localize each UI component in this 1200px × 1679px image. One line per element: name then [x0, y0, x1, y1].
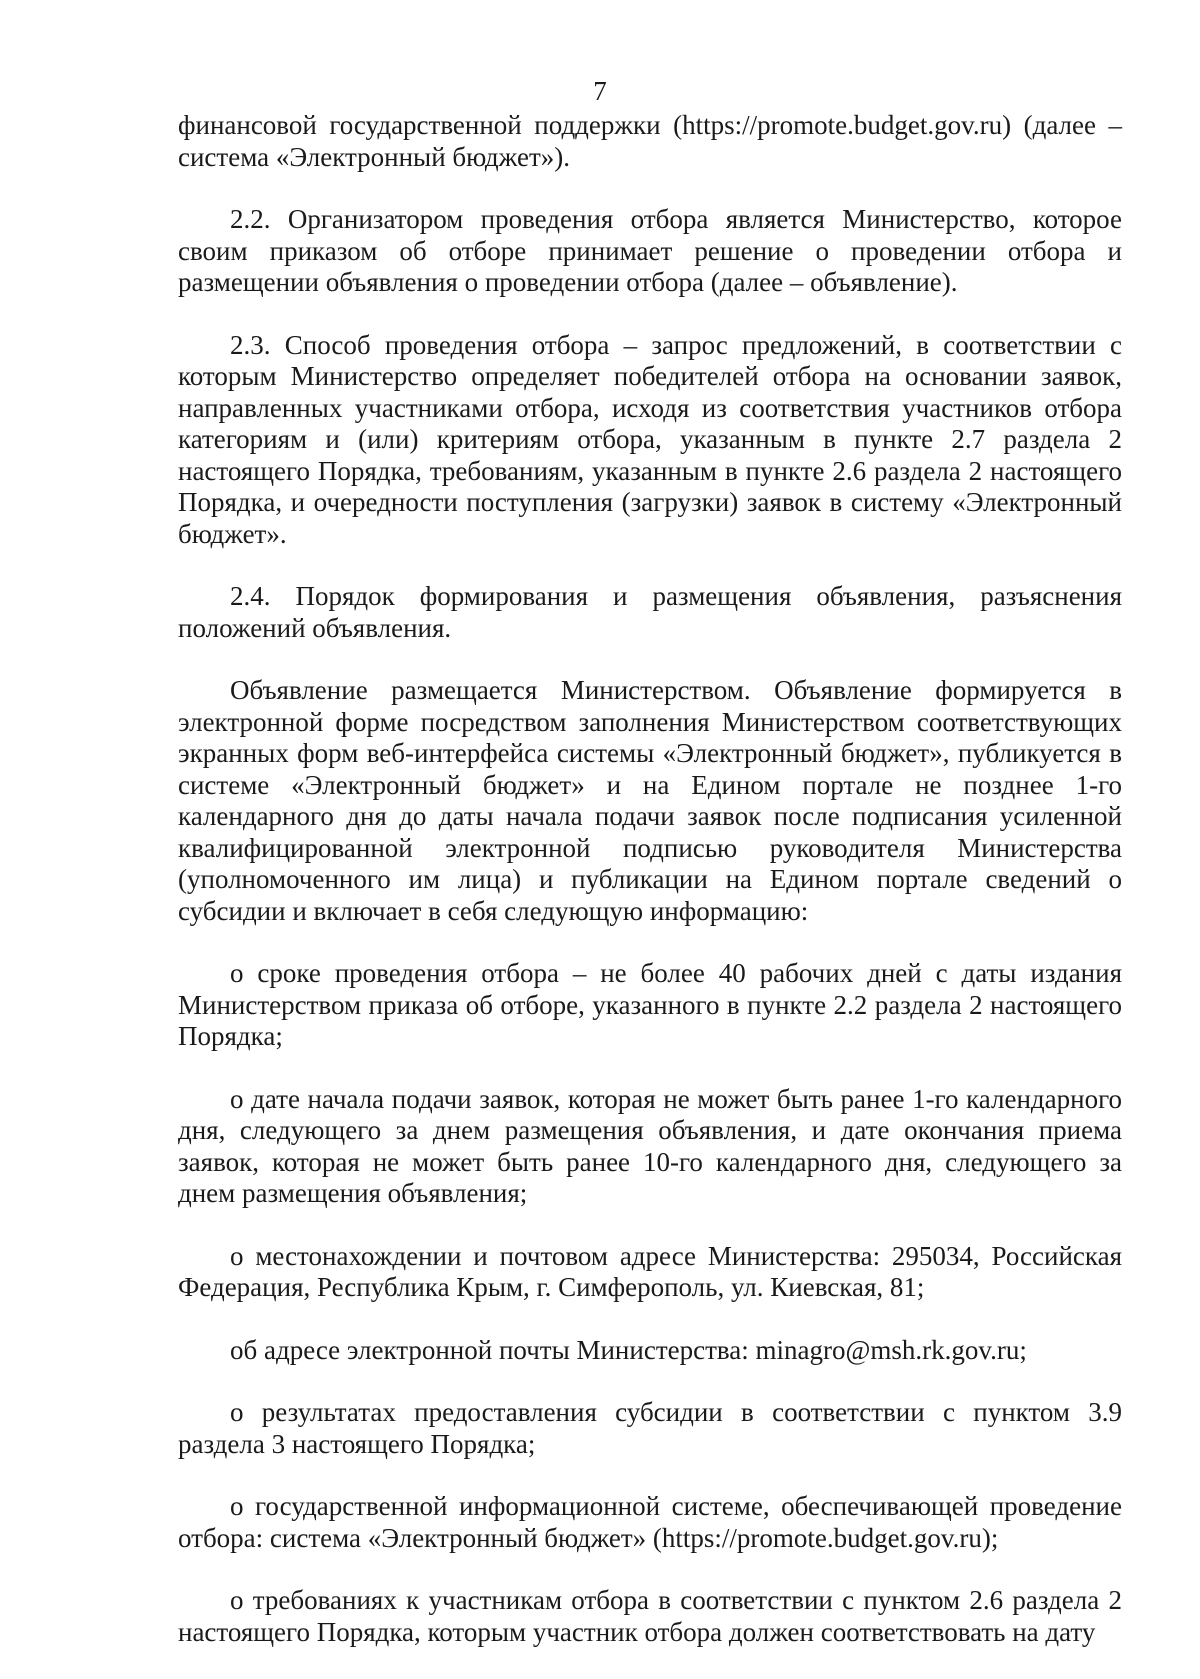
paragraph-term: о сроке проведения отбора – не более 40 рабочих дней с даты издания Министерством приказа об отборе, указанного в пункте 2.2 раздела 2 настоящего Порядка; — [178, 958, 1122, 1051]
paragraph-email: об адресе электронной почты Министерства: minagro@msh.rk.gov.ru; — [230, 1334, 1027, 1365]
paragraph-continuation: финансовой государственной поддержки (https://promote.budget.gov.ru) (далее – система «Электронный бюджет»). — [178, 110, 1122, 172]
paragraph-requirements: о требованиях к участникам отбора в соответствии с пунктом 2.6 раздела 2 настоящего Порядка, которым участник отбора должен соответствовать на дату — [178, 1585, 1122, 1647]
paragraph-address: о местонахождении и почтовом адресе Министерства: 295034, Российская Федерация, Республика Крым, г. Симферополь, ул. Киевская, 81; — [178, 1240, 1122, 1302]
paragraph-2-3: 2.3. Способ проведения отбора – запрос предложений, в соответствии с которым Министерство определяет победителей отбора на основании заявок, направленных участниками отбора, исходя из соответствия участников отбора категориям и (или) критериям отбора, указанным в пункте 2.7 раздела 2 настоящего Порядка, требованиям, указанным в пункте 2.6 раздела 2 настоящего Порядка, и очередности поступления (загрузки) заявок в систему «Электронный бюджет». — [178, 329, 1122, 549]
paragraph-2-4: 2.4. Порядок формирования и размещения объявления, разъяснения положений объявления. — [178, 581, 1122, 643]
document-body — [178, 110, 1122, 1648]
paragraph-system: о государственной информационной системе, обеспечивающей проведение отбора: система «Электронный бюджет» (https://promote.budget.gov.ru); — [178, 1491, 1122, 1553]
page-number: 7 — [593, 76, 607, 106]
paragraph-results: о результатах предоставления субсидии в соответствии с пунктом 3.9 раздела 3 настоящего Порядка; — [178, 1397, 1122, 1459]
paragraph-dates: о дате начала подачи заявок, которая не может быть ранее 1-го календарного дня, следующего за днем размещения объявления, и дате окончания приема заявок, которая не может быть ранее 10-го календарного дня, следующего за днем размещения объявления; — [178, 1083, 1122, 1208]
paragraph-announcement: Объявление размещается Министерством. Объявление формируется в электронной форме посредством заполнения Министерством соответствующих экранных форм веб-интерфейса системы «Электронный бюджет», публикуется в системе «Электронный бюджет» и на Едином портале не позднее 1-го календарного дня до даты начала подачи заявок после подписания усиленной квалифицированной электронной подписью руководителя Министерства (уполномоченного им лица) и публикации на Едином портале сведений о субсидии и включает в себя следующую информацию: — [178, 675, 1122, 926]
paragraph-2-2: 2.2. Организатором проведения отбора является Министерство, которое своим приказом об отборе принимает решение о проведении отбора и размещении объявления о проведении отбора (далее – объявление). — [178, 204, 1122, 297]
